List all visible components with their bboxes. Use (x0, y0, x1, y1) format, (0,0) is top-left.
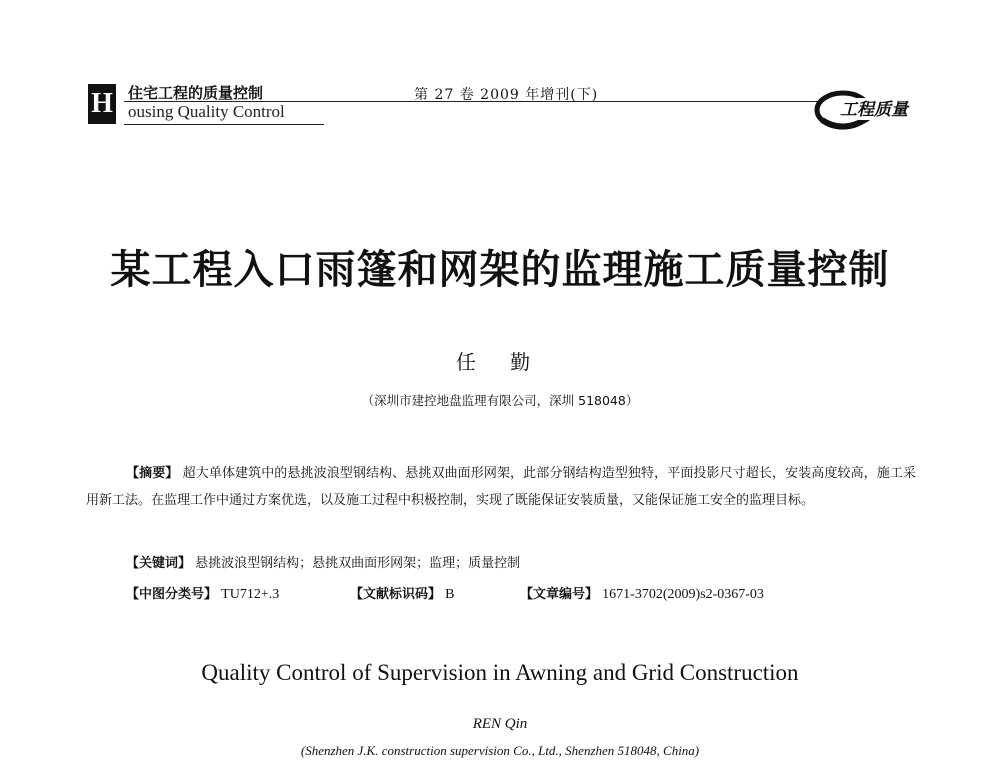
clc-label: 【中图分类号】 (126, 587, 218, 602)
clc-value: TU712+.3 (221, 587, 280, 602)
keywords-text: 悬挑波浪型钢结构；悬挑双曲面形网架；监理；质量控制 (195, 556, 521, 571)
author-name: 任 勤 (455, 350, 545, 374)
author-affiliation: （深圳市建控地盘监理有限公司，深圳 518048） (361, 393, 639, 408)
keywords-label: 【关键词】 (126, 556, 192, 571)
article-number (520, 583, 764, 603)
journal-name-cn: 住宅工程的质量控制 (128, 84, 264, 102)
abstract-text: 超大单体建筑中的悬挑波浪型钢结构、悬挑双曲面形网架，此部分钢结构造型独特，平面投影尺寸超长，安装高度较高，施工采用新工法。在监理工作中通过方案优选，以及施工过程中积极控制，实现了既能保证安装质量，又能保证施工安全的监理目标。 (86, 466, 916, 508)
english-author: REN Qin (472, 716, 528, 732)
engineering-quality-logo (808, 80, 918, 132)
journal-name-en: ousing Quality Control (128, 102, 285, 121)
clc-number (126, 583, 279, 603)
header-rule-lower (124, 124, 324, 125)
running-header (88, 80, 918, 132)
article-no-value: 1671-3702(2009)s2-0367-03 (602, 587, 764, 602)
keywords (126, 552, 916, 571)
journal-badge: H (88, 84, 116, 124)
english-affiliation: (Shenzhen J.K. construction supervision Co., Ltd., Shenzhen 518048, China) (300, 743, 700, 758)
abstract (86, 460, 916, 514)
english-title: Quality Control of Supervision in Awning and Grid Construction (201, 660, 799, 685)
article-title: 某工程入口雨篷和网架的监理施工质量控制 (110, 246, 890, 293)
issue-info: 第 27 卷 2009 年增刊(下) (414, 87, 599, 103)
classification-row (126, 583, 916, 603)
article-no-label: 【文章编号】 (520, 587, 599, 602)
abstract-label: 【摘要】 (126, 466, 179, 481)
doc-code-value: B (445, 587, 455, 602)
logo-text: 工程质量 (840, 100, 908, 120)
document-code (350, 583, 455, 603)
doc-code-label: 【文献标识码】 (350, 587, 442, 602)
